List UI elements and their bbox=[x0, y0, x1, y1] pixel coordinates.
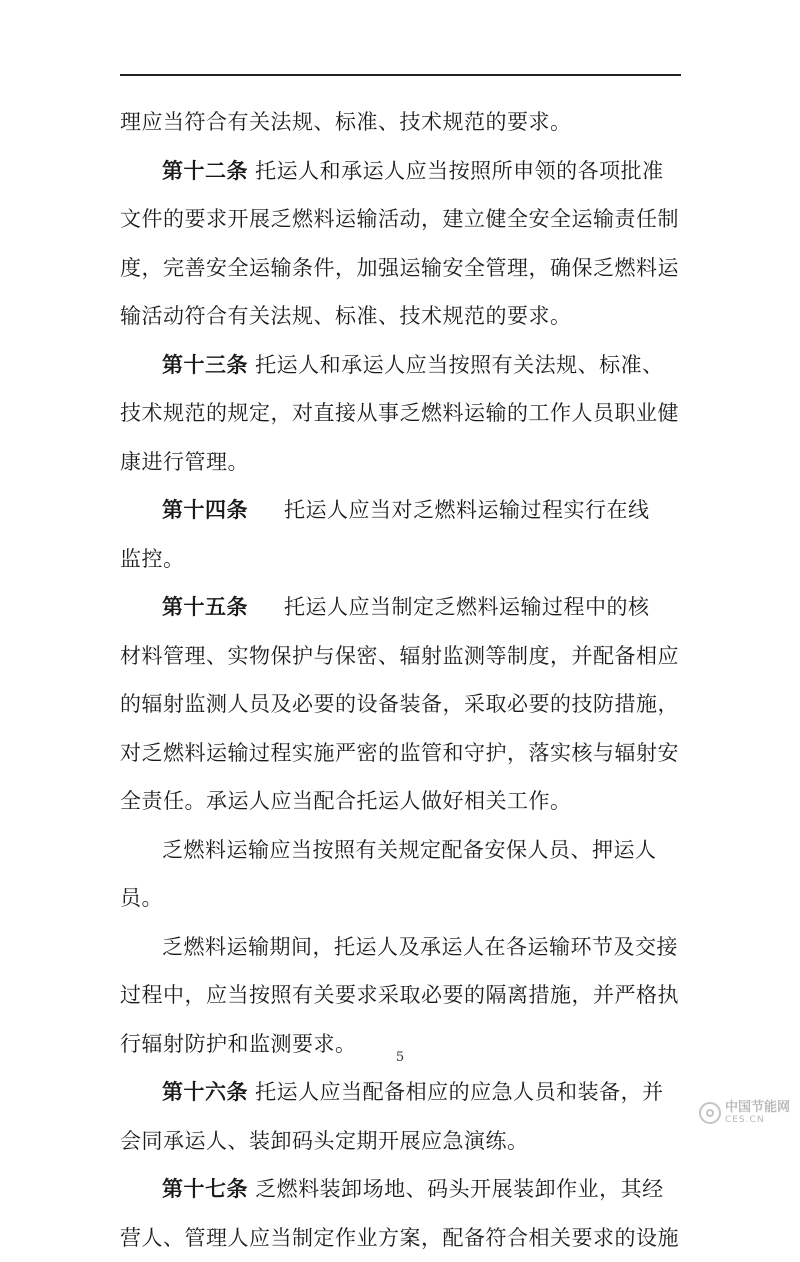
text-line bbox=[120, 147, 685, 196]
document-body bbox=[120, 98, 685, 1262]
article-heading: 第十二条 bbox=[162, 159, 248, 183]
line-text: 度，完善安全运输条件，加强运输安全管理，确保乏燃料运 bbox=[120, 256, 679, 280]
text-line bbox=[120, 98, 685, 147]
article-heading: 第十三条 bbox=[162, 353, 248, 377]
line-text: 托运人和承运人应当按照有关法规、标准、 bbox=[248, 353, 664, 377]
text-line bbox=[120, 874, 685, 923]
text-line bbox=[120, 438, 685, 487]
line-text: 技术规范的规定，对直接从事乏燃料运输的工作人员职业健 bbox=[120, 401, 679, 425]
line-text: 托运人和承运人应当按照所申领的各项批准 bbox=[248, 159, 664, 183]
page-number: 5 bbox=[0, 1050, 800, 1065]
text-line bbox=[120, 341, 685, 390]
line-text: 托运人应当配备相应的应急人员和装备，并 bbox=[248, 1080, 664, 1104]
text-line bbox=[120, 292, 685, 341]
line-text: 对乏燃料运输过程实施严密的监管和守护，落实核与辐射安 bbox=[120, 741, 679, 765]
text-line bbox=[120, 1068, 685, 1117]
text-line bbox=[120, 1117, 685, 1166]
text-line bbox=[120, 971, 685, 1020]
line-text: 行辐射防护和监测要求。 bbox=[120, 1032, 357, 1056]
header-rule bbox=[120, 74, 681, 76]
line-text: 乏燃料运输应当按照有关规定配备安保人员、押运人 bbox=[162, 838, 657, 862]
article-heading: 第十四条 bbox=[162, 498, 248, 522]
line-text: 康进行管理。 bbox=[120, 450, 249, 474]
text-line bbox=[120, 583, 685, 632]
watermark-name: 中国节能网 bbox=[725, 1101, 790, 1114]
line-text: 员。 bbox=[120, 886, 163, 910]
watermark-url: CES.CN bbox=[725, 1116, 790, 1125]
text-line bbox=[120, 1165, 685, 1214]
site-watermark bbox=[699, 1101, 790, 1125]
text-line bbox=[120, 826, 685, 875]
line-text: 营人、管理人应当制定作业方案，配备符合相关要求的设施 bbox=[120, 1226, 679, 1250]
text-line bbox=[120, 535, 685, 584]
line-text: 的辐射监测人员及必要的设备装备，采取必要的技防措施， bbox=[120, 692, 679, 716]
line-text: 材料管理、实物保护与保密、辐射监测等制度，并配备相应 bbox=[120, 644, 679, 668]
text-line bbox=[120, 777, 685, 826]
text-line bbox=[120, 486, 685, 535]
line-text: 输活动符合有关法规、标准、技术规范的要求。 bbox=[120, 304, 572, 328]
line-text: 托运人应当对乏燃料运输过程实行在线 bbox=[284, 498, 650, 522]
text-line bbox=[120, 729, 685, 778]
ces-logo-icon bbox=[699, 1102, 721, 1124]
article-heading: 第十五条 bbox=[162, 595, 248, 619]
line-text: 托运人应当制定乏燃料运输过程中的核 bbox=[284, 595, 650, 619]
article-heading: 第十七条 bbox=[162, 1177, 248, 1201]
text-line bbox=[120, 923, 685, 972]
text-line bbox=[120, 195, 685, 244]
line-text: 乏燃料运输期间，托运人及承运人在各运输环节及交接 bbox=[162, 935, 678, 959]
line-text: 理应当符合有关法规、标准、技术规范的要求。 bbox=[120, 110, 572, 134]
text-line bbox=[120, 244, 685, 293]
line-text: 会同承运人、装卸码头定期开展应急演练。 bbox=[120, 1129, 529, 1153]
line-text: 监控。 bbox=[120, 547, 185, 571]
line-text: 文件的要求开展乏燃料运输活动，建立健全安全运输责任制 bbox=[120, 207, 679, 231]
text-line bbox=[120, 680, 685, 729]
line-text: 乏燃料装卸场地、码头开展装卸作业，其经 bbox=[248, 1177, 664, 1201]
text-line bbox=[120, 389, 685, 438]
text-line bbox=[120, 1214, 685, 1262]
line-text: 过程中，应当按照有关要求采取必要的隔离措施，并严格执 bbox=[120, 983, 679, 1007]
text-line bbox=[120, 632, 685, 681]
article-heading: 第十六条 bbox=[162, 1080, 248, 1104]
line-text: 全责任。承运人应当配合托运人做好相关工作。 bbox=[120, 789, 572, 813]
